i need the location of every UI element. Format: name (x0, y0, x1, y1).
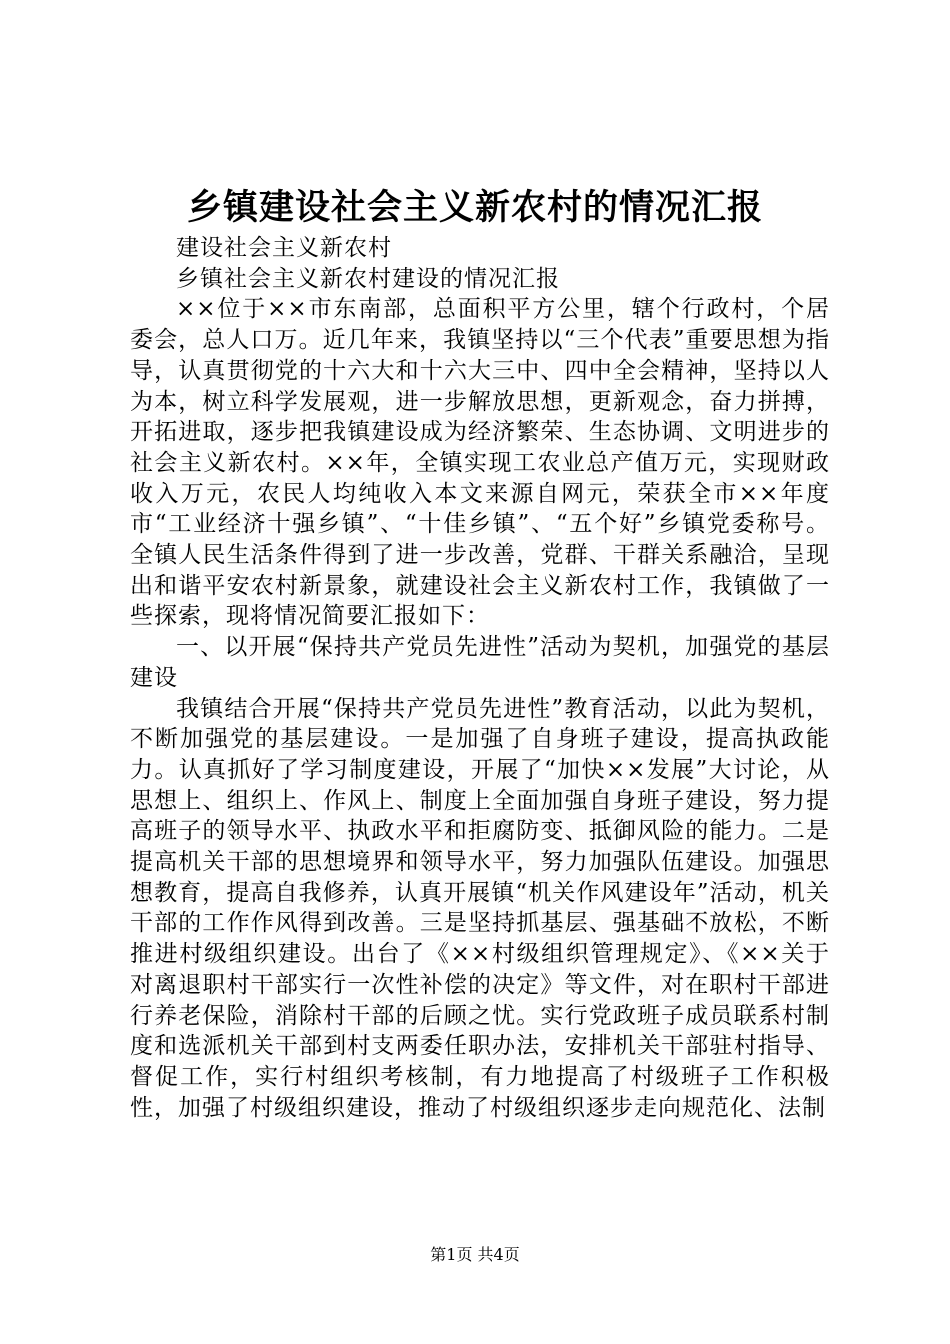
page-number-footer: 第1页 共4页 (430, 1245, 520, 1264)
paragraph: 乡镇社会主义新农村建设的情况汇报 (176, 265, 560, 292)
document-body (130, 233, 830, 1123)
document-title: 乡镇建设社会主义新农村的情况汇报 (186, 187, 763, 228)
paragraph: 建设社会主义新农村 (176, 235, 392, 261)
section-heading: 一、以开展“保持共产党员先进性”活动为契机，加强党的基层建设 (130, 634, 830, 691)
paragraph: ××位于××市东南部，总面积平方公里，辖个行政村，个居委会，总人口万。近几年来，我镇坚持以“三个代表”重要思想为指导，认真贯彻党的十六大和十六大三中、四中全会精神，坚持以人为本，树立科学发展观，进一步解放思想，更新观念，奋力拼搏，开拓进取，逐步把我镇建设成为经济繁荣、生态协调、文明进步的社会主义新农村。××年，全镇实现工农业总产值万元，实现财政收入万元，农民人均纯收入本文来源自网元，荣获全市××年度市“工业经济十强乡镇”、“十佳乡镇”、“五个好”乡镇党委称号。全镇人民生活条件得到了进一步改善，党群、干群关系融洽，呈现出和谐平安农村新景象，就建设社会主义新农村工作，我镇做了一些探索，现将情况简要汇报如下： (130, 296, 830, 630)
paragraph: 我镇结合开展“保持共产党员先进性”教育活动，以此为契机，不断加强党的基层建设。一是加强了自身班子建设，提高执政能力。认真抓好了学习制度建设，开展了“加快××发展”大讨论，从思想上、组织上、作风上、制度上全面加强自身班子建设，努力提高班子的领导水平、执政水平和拒腐防变、抵御风险的能力。二是提高机关干部的思想境界和领导水平，努力加强队伍建设。加强思想教育，提高自我修养，认真开展镇“机关作风建设年”活动，机关干部的工作作风得到改善。三是坚持抓基层、强基础不放松，不断推进村级组织建设。出台了《××村级组织管理规定》、《××关于对离退职村干部实行一次性补偿的决定》等文件，对在职村干部进行养老保险，消除村干部的后顾之忧。实行党政班子成员联系村制度和选派机关干部到村支两委任职办法，安排机关干部驻村指导、督促工作，实行村组织考核制，有力地提高了村级班子工作积极性，加强了村级组织建设，推动了村级组织逐步走向规范化、法制 (130, 695, 830, 1121)
